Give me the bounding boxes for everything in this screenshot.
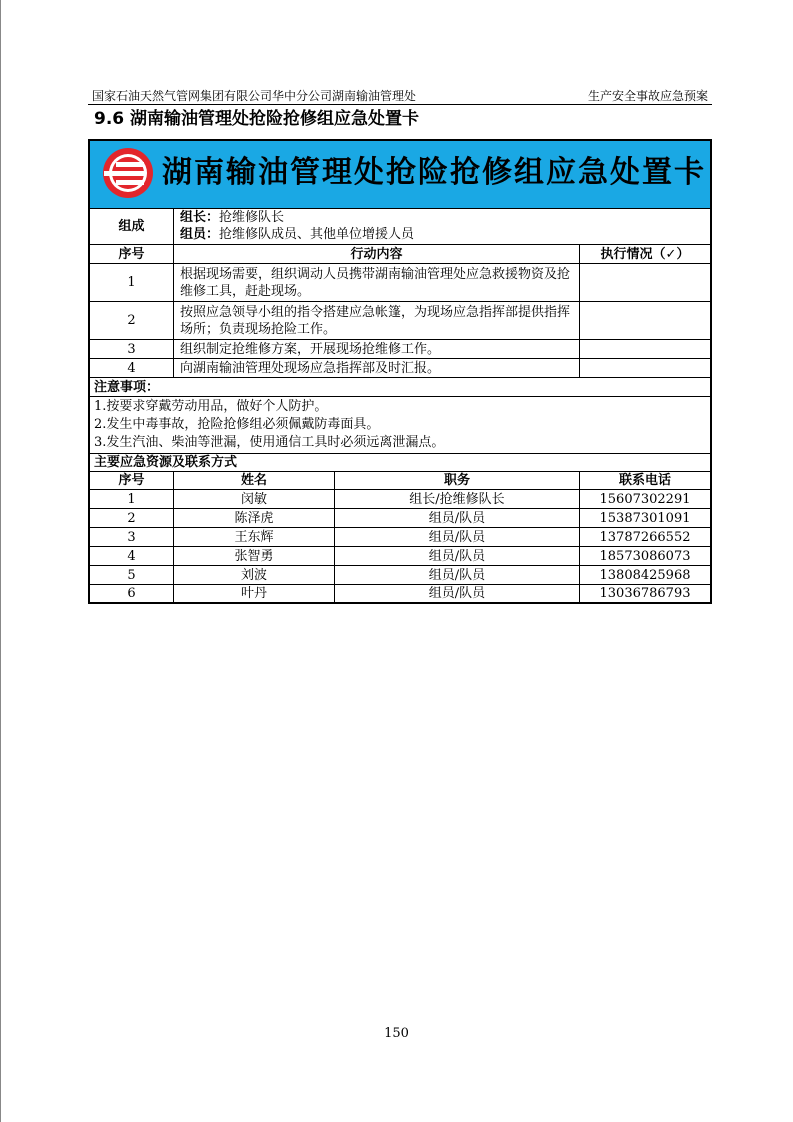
pipeline-company-logo-icon — [102, 147, 154, 199]
contacts-title-row — [90, 454, 710, 472]
composition-label: 组成 — [90, 208, 174, 244]
action-no: 1 — [90, 264, 174, 301]
card-banner — [90, 141, 710, 209]
card-title: 湖南输油管理处抢险抢修组应急处置卡 — [162, 155, 706, 190]
contact-role: 组员/队员 — [335, 585, 580, 602]
page-header — [88, 88, 712, 104]
contact-role: 组员/队员 — [335, 509, 580, 527]
contact-name: 闵敏 — [174, 490, 335, 508]
action-no: 2 — [90, 302, 174, 339]
header-document-title: 生产安全事故应急预案 — [587, 89, 708, 103]
action-row — [90, 264, 710, 302]
header-organization: 国家石油天然气管网集团有限公司华中分公司湖南输油管理处 — [92, 89, 417, 103]
note-item: 1.按要求穿戴劳动用品，做好个人防护。 — [94, 399, 328, 414]
action-row — [90, 359, 710, 378]
page-edge — [0, 0, 1, 1122]
action-no: 4 — [90, 359, 174, 377]
contacts-header-role: 职务 — [335, 472, 580, 489]
contact-role: 组员/队员 — [335, 528, 580, 546]
leader-label: 组长： — [180, 210, 220, 225]
members-label: 组员： — [180, 227, 220, 242]
action-status[interactable] — [580, 264, 710, 301]
contact-no: 1 — [90, 490, 174, 508]
contact-name: 叶丹 — [174, 585, 335, 602]
leader-value: 抢维修队长 — [219, 210, 285, 225]
contact-no: 2 — [90, 509, 174, 527]
contacts-title: 主要应急资源及联系方式 — [94, 455, 238, 470]
contact-phone: 13787266552 — [599, 529, 691, 545]
actions-header-row — [90, 245, 710, 264]
notes-title: 注意事项： — [94, 379, 160, 395]
contacts-header-row — [90, 472, 710, 490]
contact-phone: 15607302291 — [599, 491, 691, 507]
action-content: 组织制定抢维修方案，开展现场抢维修工作。 — [174, 340, 580, 358]
contact-row — [90, 547, 710, 566]
contact-role: 组长/抢维修队长 — [335, 490, 580, 508]
notes-list — [90, 397, 710, 453]
contact-name: 王东辉 — [174, 528, 335, 546]
contact-role: 组员/队员 — [335, 547, 580, 565]
action-row — [90, 340, 710, 359]
emergency-card — [88, 139, 712, 604]
contact-name: 张智勇 — [174, 547, 335, 565]
contact-phone: 13808425968 — [599, 567, 691, 583]
contact-row — [90, 528, 710, 547]
notes-body-row — [90, 397, 710, 454]
section-title: 9.6 湖南输油管理处抢险抢修组应急处置卡 — [94, 109, 420, 129]
contact-no: 6 — [90, 585, 174, 602]
contacts-header-name: 姓名 — [174, 472, 335, 489]
contact-row — [90, 509, 710, 528]
note-item: 2.发生中毒事故，抢险抢修组必须佩戴防毒面具。 — [94, 417, 380, 432]
contact-row — [90, 566, 710, 585]
header-rule — [88, 104, 712, 105]
action-status[interactable] — [580, 302, 710, 339]
notes-title-row — [90, 378, 710, 397]
members-value: 抢维修队成员、其他单位增援人员 — [219, 227, 415, 242]
contact-no: 3 — [90, 528, 174, 546]
contact-row — [90, 490, 710, 509]
contact-no: 5 — [90, 566, 174, 584]
actions-header-content: 行动内容 — [174, 245, 580, 263]
action-status[interactable] — [580, 359, 710, 377]
contacts-header-no: 序号 — [90, 472, 174, 489]
actions-header-status: 执行情况（✓） — [600, 246, 690, 262]
contact-no: 4 — [90, 547, 174, 565]
action-content: 根据现场需要，组织调动人员携带湖南输油管理处应急救援物资及抢维修工具，赶赴现场。 — [174, 264, 580, 301]
action-row — [90, 302, 710, 340]
composition-row — [90, 208, 710, 245]
page-number: 150 — [384, 1026, 409, 1041]
composition-content — [174, 208, 710, 244]
contact-row — [90, 585, 710, 602]
contacts-header-phone: 联系电话 — [618, 473, 671, 488]
contact-phone: 15387301091 — [599, 510, 691, 526]
contact-name: 陈泽虎 — [174, 509, 335, 527]
contact-name: 刘波 — [174, 566, 335, 584]
action-no: 3 — [90, 340, 174, 358]
contact-phone: 18573086073 — [599, 548, 691, 564]
note-item: 3.发生汽油、柴油等泄漏，使用通信工具时必须远离泄漏点。 — [94, 435, 445, 450]
actions-header-no: 序号 — [90, 245, 174, 263]
contact-role: 组员/队员 — [335, 566, 580, 584]
action-status[interactable] — [580, 340, 710, 358]
action-content: 按照应急领导小组的指令搭建应急帐篷，为现场应急指挥部提供指挥场所；负责现场抢险工作。 — [174, 302, 580, 339]
action-content: 向湖南输油管理处现场应急指挥部及时汇报。 — [174, 359, 580, 377]
contact-phone: 13036786793 — [599, 586, 691, 601]
